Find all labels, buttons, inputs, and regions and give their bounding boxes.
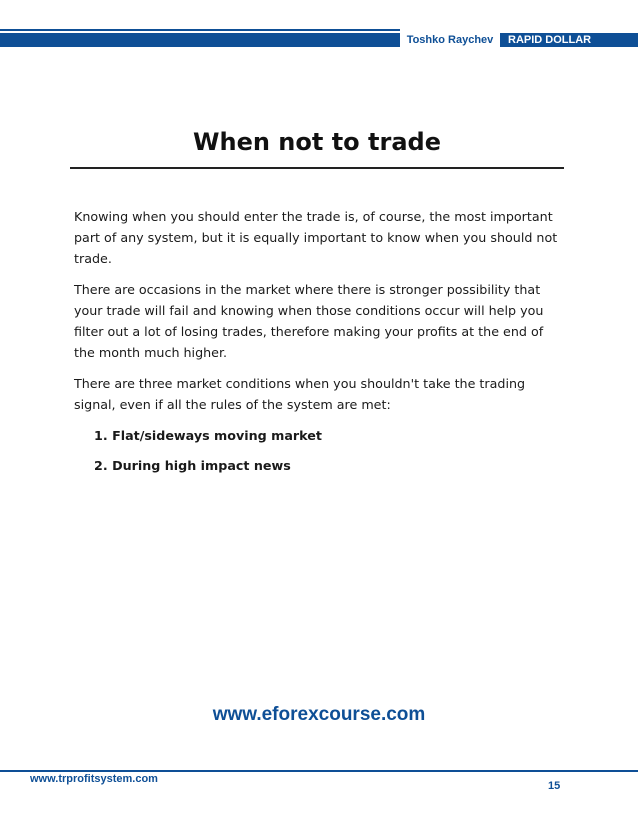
conditions-list bbox=[74, 425, 564, 476]
header-product: RAPID DOLLAR SYSTEM bbox=[508, 34, 592, 60]
course-link[interactable]: www.eforexcourse.com bbox=[212, 704, 426, 725]
header-stripe bbox=[0, 29, 400, 31]
paragraph: There are occasions in the market where there is stronger possibility that your trade will fail and knowing when those conditions occur will help you filter out a lot of losing trades, therefore making your profits at the end of the month much higher. bbox=[74, 282, 544, 360]
title-divider bbox=[70, 167, 564, 169]
paragraph: Knowing when you should enter the trade is, of course, the most important part of any system, but it is equally important to know when you should not trade. bbox=[74, 209, 558, 266]
footer-site-link[interactable]: www.trprofitsystem.com bbox=[30, 773, 158, 785]
header-author: Toshko Raychev bbox=[400, 33, 500, 47]
list-item: 2. During high impact news bbox=[94, 458, 291, 473]
page-title: When not to trade bbox=[193, 128, 441, 156]
body-content bbox=[74, 206, 564, 485]
list-item: 1. Flat/sideways moving market bbox=[94, 428, 322, 443]
footer-divider bbox=[0, 770, 638, 772]
paragraph: There are three market conditions when you shouldn't take the trading signal, even if all the rules of the system are met: bbox=[74, 376, 526, 412]
page-number: 15 bbox=[548, 780, 561, 792]
